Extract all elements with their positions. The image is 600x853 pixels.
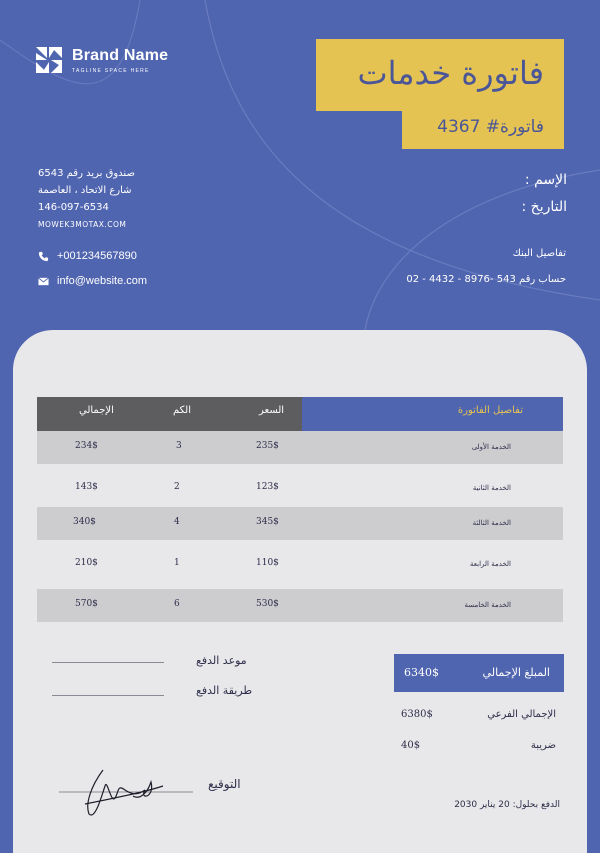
row-price: 123$ [256,482,279,492]
brand-block [34,45,168,75]
table-row [37,548,563,581]
table-header-blue [302,397,563,431]
payment-method-label: طريقة الدفع [196,684,253,697]
mail-icon [38,277,49,286]
row-price: 345$ [256,517,279,527]
row-service: الخدمة الأولى [471,443,511,451]
row-qty: 1 [174,558,180,568]
invoice-number-box [402,111,564,149]
header-details: تفاصيل الفاتورة [457,405,523,416]
payment-due-line[interactable] [52,662,164,663]
row-qty: 6 [174,599,180,609]
phone-icon [38,251,49,262]
payment-due-label: موعد الدفع [196,654,247,667]
bank-label: تفاصيل البنك [512,248,566,259]
table-row [37,431,563,464]
row-qty: 4 [174,517,180,527]
table-header-dark [37,397,302,431]
row-service: الخدمة الثانية [472,484,511,492]
table-header [37,397,563,431]
signature-graphic [55,764,195,824]
row-price: 110$ [256,558,279,568]
grand-total-value: 6340$ [404,666,439,679]
row-service: الخدمة الخامسة [464,601,511,609]
table-row [37,507,563,540]
row-service: الخدمة الرابعة [470,560,511,568]
phone-line: 146-097-6534 [38,202,109,213]
invoice-number: فاتورة# 4367 [437,117,544,137]
sender-website[interactable]: MOWEK3MOTAX.COM [38,220,127,229]
invoice-title: فاتورة خدمات [357,54,544,92]
table-row [37,589,563,622]
brand-name: Brand Name [72,46,169,64]
customer-fields [521,167,567,221]
row-total: 570$ [75,599,98,609]
po-box: صندوق بريد رقم 6543 [38,168,135,179]
grand-total-label: المبلغ الإجمالي [482,666,550,679]
contact-phone[interactable] [38,250,137,262]
subtotal-value: 6380$ [401,709,433,720]
name-label: الإسم : [524,172,567,188]
row-total: 143$ [75,482,98,492]
row-qty: 2 [174,482,180,492]
due-date: الدفع بحلول: 20 يناير 2030 [454,800,560,810]
header-price: السعر [259,405,285,416]
bank-details [406,248,566,285]
brand-logo-icon [34,45,64,75]
row-price: 235$ [256,441,279,451]
bank-account: حساب رقم 543 -8976 - 4432 - 02 [406,274,566,285]
date-label: التاريخ : [521,199,567,215]
header-qty: الكم [173,405,192,416]
payment-method-line[interactable] [52,695,164,696]
contact-email[interactable] [38,275,147,287]
tax-value: 40$ [401,740,421,751]
tax-label: ضريبة [530,740,556,751]
email-address: info@website.com [57,275,148,287]
phone-number: +001234567890 [57,250,137,262]
street: شارع الاتحاد ، العاصمة [38,185,132,196]
signature-label: التوقيع [208,777,241,791]
sender-address [38,165,135,233]
row-total: 234$ [75,441,98,451]
row-service: الخدمة الثالثة [472,519,511,527]
invoice-title-box [316,39,564,111]
grand-total-box [394,654,564,692]
brand-tagline: TAGLINE SPACE HERE [72,67,150,74]
subtotal-label: الإجمالي الفرعي [487,709,556,720]
row-total: 210$ [75,558,98,568]
table-row [37,472,563,505]
row-total: 340$ [73,517,96,527]
header-total: الإجمالي [79,405,114,416]
row-qty: 3 [176,441,182,451]
row-price: 530$ [256,599,279,609]
